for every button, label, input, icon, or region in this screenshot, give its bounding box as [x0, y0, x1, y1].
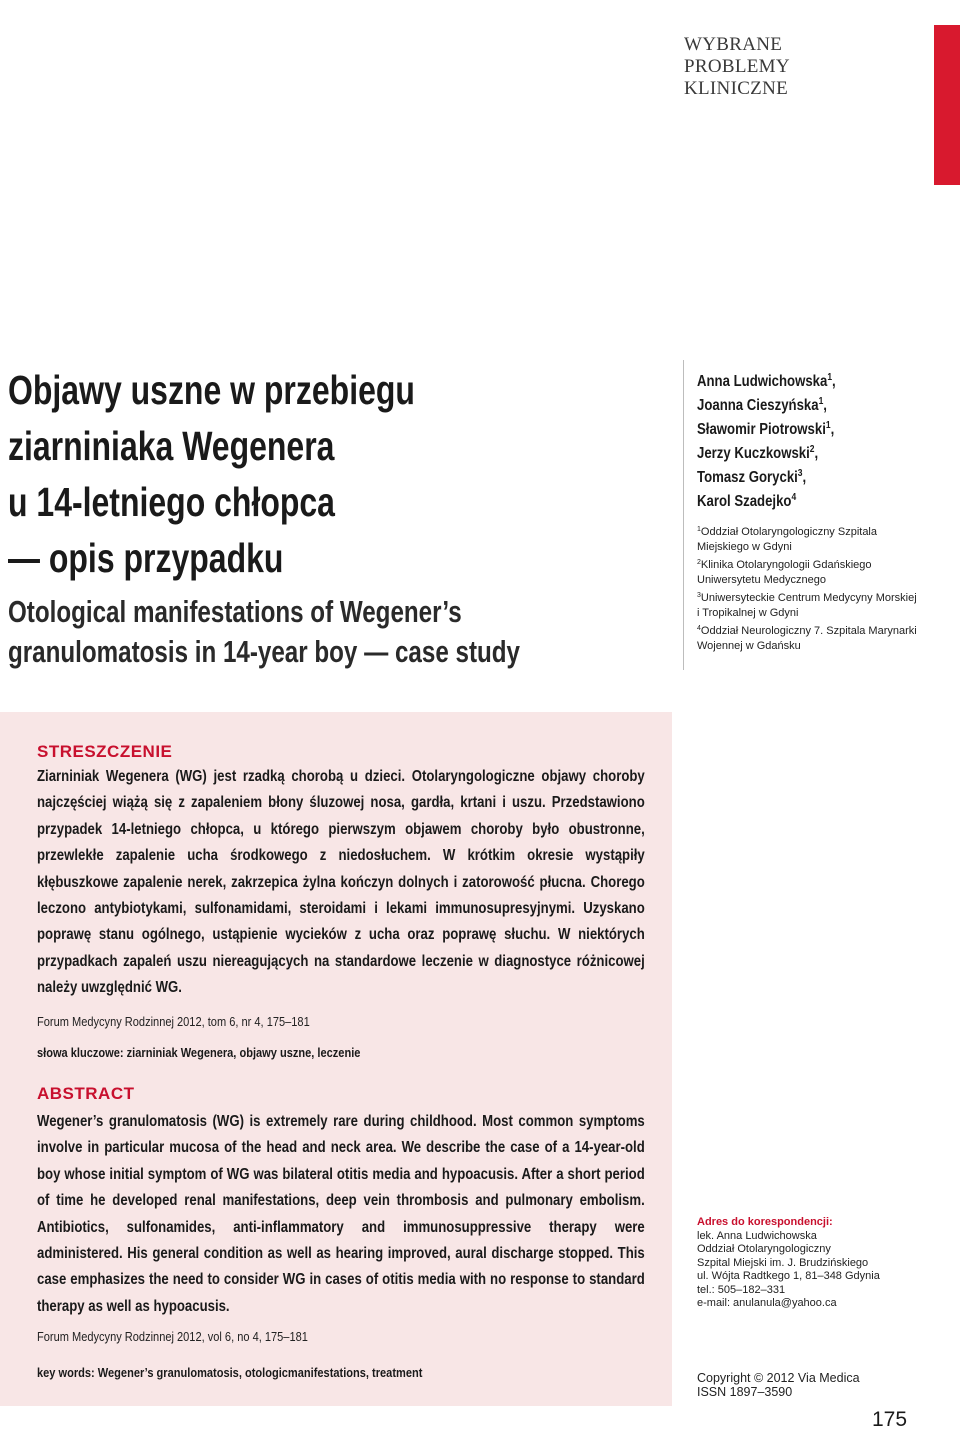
affiliations	[697, 522, 957, 654]
authors-block	[697, 368, 957, 654]
copyright-block	[697, 1371, 860, 1399]
copyright-line: Copyright © 2012 Via Medica	[697, 1371, 860, 1385]
streszczenie-keywords: słowa kluczowe: ziarniniak Wegenera, objawy uszne, leczenie	[37, 1045, 361, 1060]
affiliation-line: $^1$Oddział Otolaryngologiczny Szpitala	[697, 526, 877, 538]
title-line: Otological manifestations of Wegener’s	[8, 594, 462, 629]
title-polish	[8, 362, 648, 586]
streszczenie-text	[37, 764, 645, 1002]
column-divider	[683, 360, 684, 670]
section-label-line: WYBRANE	[684, 34, 783, 55]
abstract-body: Wegener’s granulomatosis (WG) is extremely rare during childhood. Most common symptoms involve in particular mucosa of the head and neck area. We describe the case of a 14-year-old boy whose initial symptom of WG was bilateral otitis media and hypoacusis. After a short period of time he developed renal manifestations, deep vein thrombosis and pulmonary embolism. Antibiotics, sulfonamides, anti-inflammatory and immunosuppressive therapy were administered. His general condition as well as hearing improved, aural discharge stopped. This case emphasizes the need to consider WG in cases of otitis media with no response to standard therapy as well as hypoacusis.	[37, 1113, 645, 1315]
abstract-box	[0, 712, 672, 1406]
title-block	[8, 362, 648, 672]
streszczenie-body: Ziarniniak Wegenera (WG) jest rzadką chorobą u dzieci. Otolaryngologiczne objawy choroby najczęściej wiążą się z zapaleniem błony śluzowej nosa, gardła, krtani i uszu. Przedstawiono przypadek 14-letniego chłopca, u którego pierwszym objawem choroby było obustronne, przewlekłe zapalenie ucha środkowego z niedosłuchem. W krótkim okresie wystąpiły kłębuszkowe zapalenie nerek, zakrzepica żylna kończyn dolnych i zatorowość płucna. Chorego leczono antybiotykami, sulfonamidami, steroidami i lekami immunosupresyjnymi. Uzyskano poprawę stanu ogólnego, ustąpienie wycieków z ucha oraz poprawę słuchu. W niektórych przypadkach zapaleń uszu niereagujących na standardowe leczenie w diagnostyce różnicowej należy uwzględnić WG.	[37, 768, 645, 997]
correspondence-line: ul. Wójta Radtkego 1, 81–348 Gdynia	[697, 1270, 880, 1282]
title-line: ziarniniaka Wegenera	[8, 423, 335, 469]
correspondence-email: e-mail: anulanula@yahoo.ca	[697, 1297, 837, 1309]
author-list	[697, 368, 952, 512]
author: Jerzy Kuczkowski$^2$,	[697, 444, 819, 462]
author: Sławomir Piotrowski$^1$,	[697, 420, 835, 438]
affiliation-line: $^2$Klinika Otolaryngologii Gdańskiego	[697, 559, 872, 571]
author: Karol Szadejko$^4$	[697, 492, 797, 510]
affiliation-line: $^4$Oddział Neurologiczny 7. Szpitala Marynarki	[697, 625, 917, 637]
affiliation-line: Uniwersytetu Medycznego	[697, 574, 827, 586]
title-line: granulomatosis in 14-year boy — case study	[8, 634, 520, 669]
section-label-line: KLINICZNE	[684, 78, 789, 99]
author: Joanna Cieszyńska$^1$,	[697, 396, 827, 414]
abstract-citation: Forum Medycyny Rodzinnej 2012, vol 6, no 4, 175–181	[37, 1329, 308, 1344]
title-line: Objawy uszne w przebiegu	[8, 367, 415, 413]
affiliation-line: Miejskiego w Gdyni	[697, 541, 792, 553]
correspondence-line: tel.: 505–182–331	[697, 1283, 786, 1296]
streszczenie-citation: Forum Medycyny Rodzinnej 2012, tom 6, nr 4, 175–181	[37, 1014, 310, 1029]
abstract-heading: ABSTRACT	[37, 1084, 135, 1103]
section-tab	[934, 25, 960, 185]
streszczenie-heading: STRESZCZENIE	[37, 742, 173, 761]
correspondence-line: Szpital Miejski im. J. Brudzińskiego	[697, 1256, 869, 1269]
section-label	[684, 34, 934, 100]
issn-line: ISSN 1897–3590	[697, 1385, 793, 1399]
page-number: 175	[872, 1408, 908, 1431]
title-line: — opis przypadku	[8, 535, 284, 581]
abstract-text	[37, 1109, 645, 1320]
author: Anna Ludwichowska$^1$,	[697, 372, 836, 390]
affiliation-line: i Tropikalnej w Gdyni	[697, 607, 799, 619]
correspondence-line: Oddział Otolaryngologiczny	[697, 1243, 831, 1255]
title-english	[8, 592, 648, 672]
correspondence-heading: Adres do korespondencji:	[697, 1216, 833, 1228]
abstract-keywords: key words: Wegener’s granulomatosis, otologicmanifestations, treatment	[37, 1365, 423, 1380]
affiliation-line: $^3$Uniwersyteckie Centrum Medycyny Morskiej	[697, 592, 917, 604]
affiliation-line: Wojennej w Gdańsku	[697, 640, 801, 652]
title-line: u 14-letniego chłopca	[8, 479, 335, 525]
correspondence-block	[697, 1216, 947, 1311]
section-label-line: PROBLEMY	[684, 56, 790, 77]
author: Tomasz Gorycki$^3$,	[697, 468, 807, 486]
correspondence-line: lek. Anna Ludwichowska	[697, 1229, 817, 1242]
